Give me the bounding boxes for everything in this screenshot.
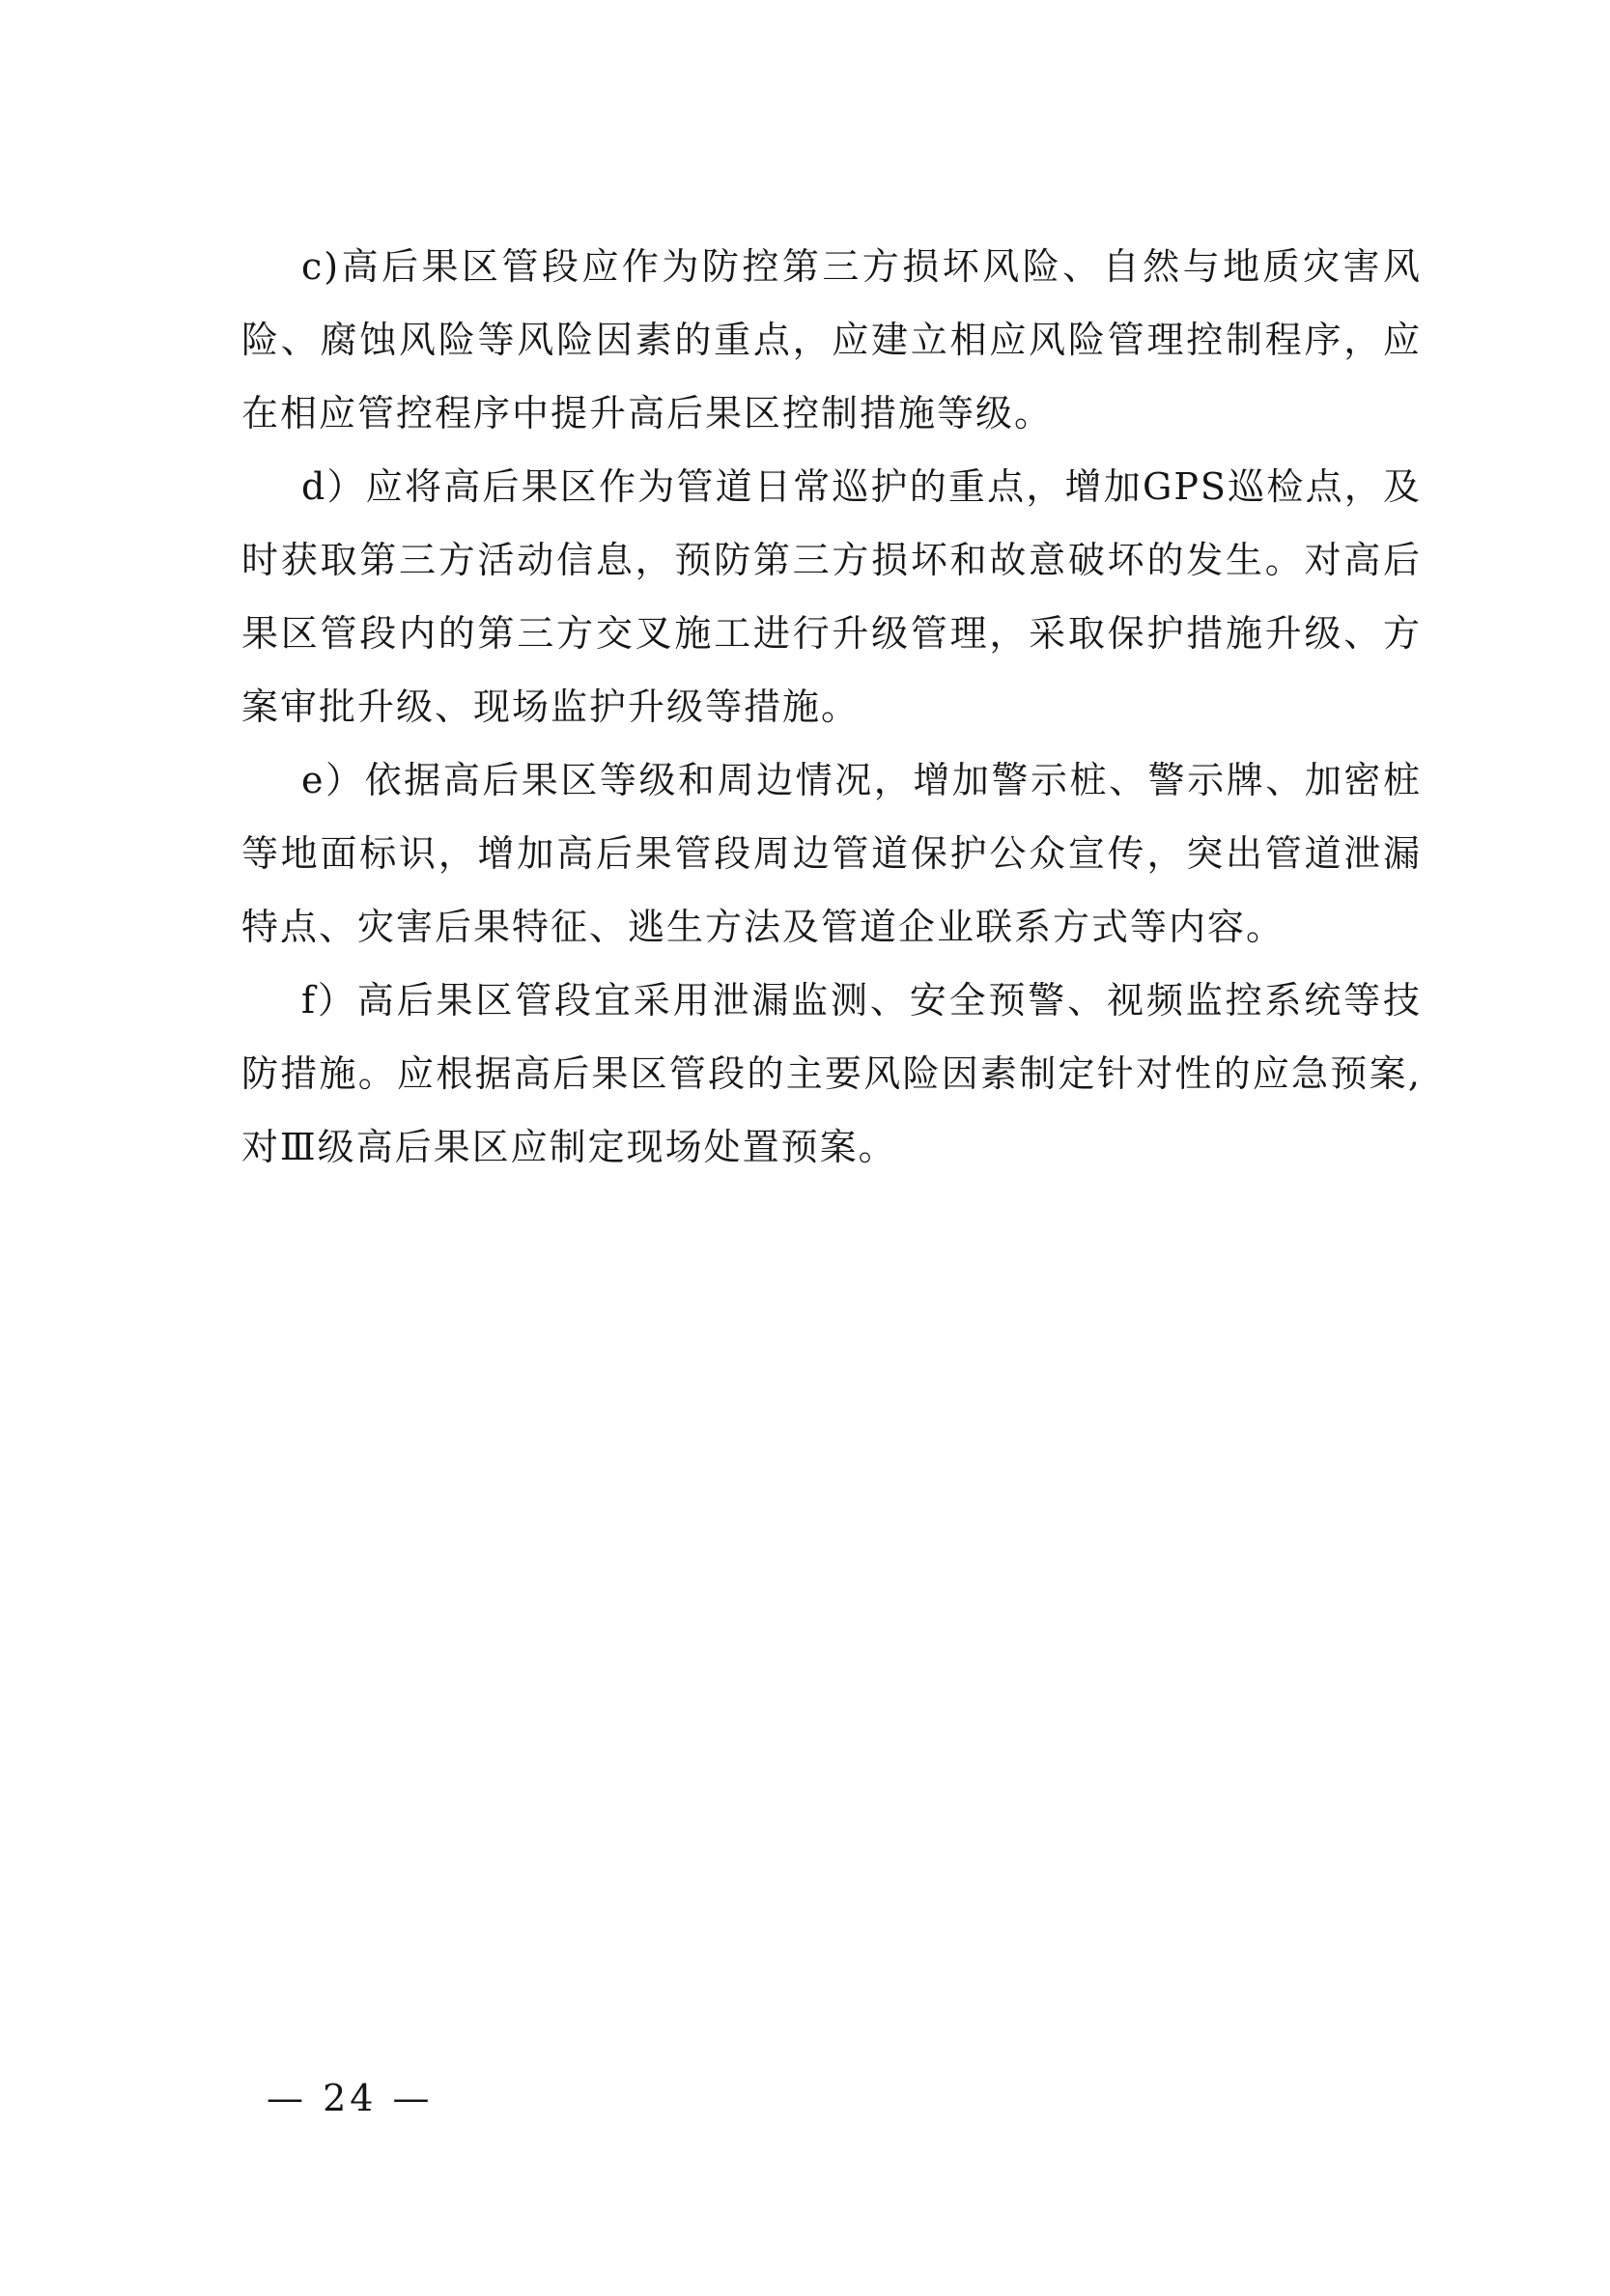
paragraph-f: f）高后果区管段宜采用泄漏监测、安全预警、视频监控系统等技防措施。应根据高后果区管段的主要风险因素制定针对性的应急预案,对Ⅲ级高后果区应制定现场处置预案。 bbox=[241, 979, 1422, 1168]
paragraph-c: c)高后果区管段应作为防控第三方损坏风险、自然与地质灾害风险、腐蚀风险等风险因素的重点，应建立相应风险管理控制程序，应在相应管控程序中提升高后果区控制措施等级。 bbox=[241, 245, 1422, 434]
page-number: — 24 — bbox=[267, 2077, 434, 2119]
paragraph-d: d）应将高后果区作为管道日常巡护的重点，增加GPS巡检点，及时获取第三方活动信息，预防第三方损坏和故意破坏的发生。对高后果区管段内的第三方交叉施工进行升级管理，采取保护措施升级、方案审批升级、现场监护升级等措施。 bbox=[241, 465, 1422, 728]
paragraph-e: e）依据高后果区等级和周边情况，增加警示桩、警示牌、加密桩等地面标识，增加高后果管段周边管道保护公众宣传，突出管道泄漏特点、灾害后果特征、逃生方法及管道企业联系方式等内容。 bbox=[241, 759, 1422, 948]
body-text bbox=[241, 230, 1422, 1184]
